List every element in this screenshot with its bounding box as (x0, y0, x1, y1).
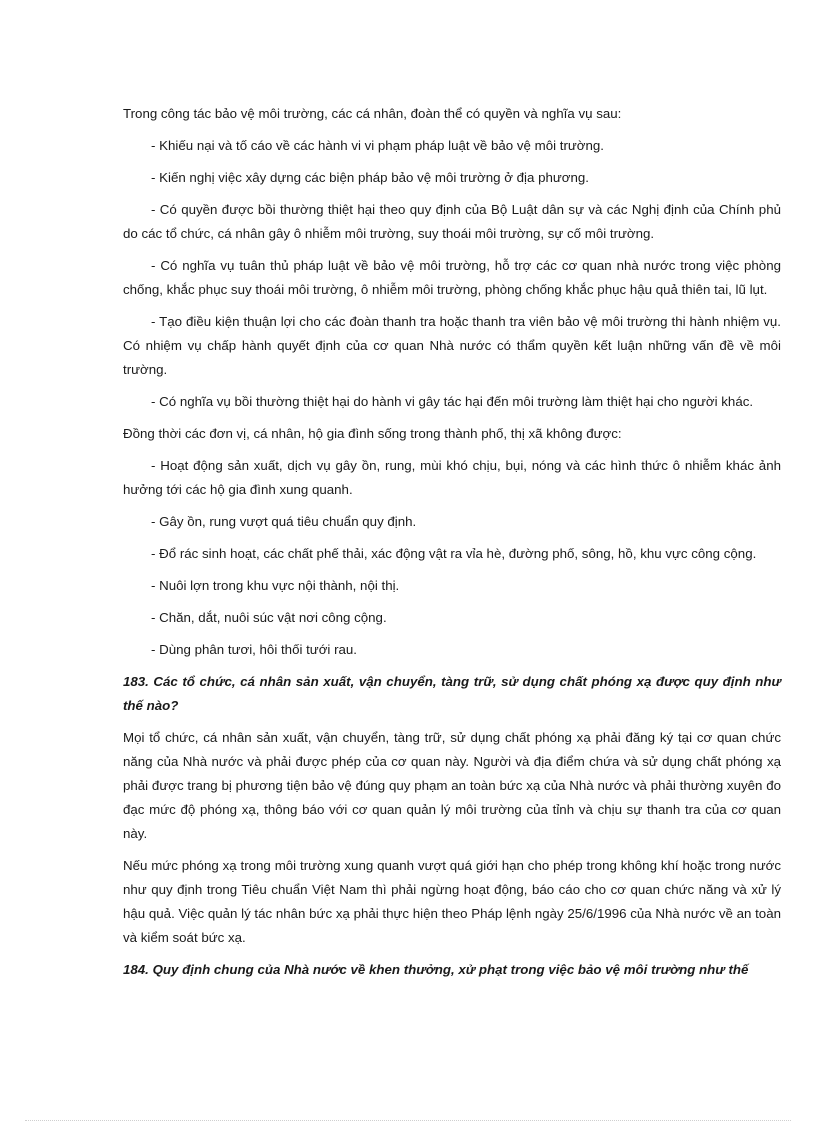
rights-item-proposal: - Kiến nghị việc xây dựng các biện pháp bảo vệ môi trường ở địa phương. (151, 170, 589, 185)
prohibition-item-pollution: - Hoạt động sản xuất, dịch vụ gây ồn, rung, mùi khó chịu, bụi, nóng và các hình thức ô nhiễm khác ảnh hưởng tới các hộ gia đình xung quanh. (123, 458, 781, 497)
answer-183-paragraph-1: Mọi tổ chức, cá nhân sản xuất, vận chuyển, tàng trữ, sử dụng chất phóng xạ phải đăng ký tại cơ quan chức năng của Nhà nước và phải được phép của cơ quan này. Người và địa điểm chứa và sử dụng chất phóng xạ phải được trang bị phương tiện bảo vệ đúng quy phạm an toàn bức xạ của Nhà nước và phải thường xuyên đo đạc mức độ phóng xạ, thông báo với cơ quan quản lý môi trường của tỉnh và chịu sự thanh tra của cơ quan này. (123, 730, 781, 841)
duty-item-inspection: - Tạo điều kiện thuận lợi cho các đoàn thanh tra hoặc thanh tra viên bảo vệ môi trường thi hành nhiệm vụ. Có nhiệm vụ chấp hành quyết định của cơ quan Nhà nước có thẩm quyền kết luận những vấn đề về môi trường. (123, 314, 781, 377)
duty-item-damages: - Có nghĩa vụ bồi thường thiệt hại do hành vi gây tác hại đến môi trường làm thiệt hại cho người khác. (151, 394, 754, 409)
rights-item-complaint: - Khiếu nại và tố cáo về các hành vi vi phạm pháp luật về bảo vệ môi trường. (151, 138, 604, 153)
prohibition-item-manure: - Dùng phân tươi, hôi thối tưới rau. (151, 642, 357, 657)
paragraph-intro: Trong công tác bảo vệ môi trường, các cá nhân, đoàn thể có quyền và nghĩa vụ sau: (123, 106, 622, 121)
paragraph-prohibitions-intro: Đồng thời các đơn vị, cá nhân, hộ gia đình sống trong thành phố, thị xã không được: (123, 426, 622, 441)
document-body (123, 102, 781, 990)
page-bottom-divider (25, 1120, 791, 1121)
prohibition-item-waste: - Đổ rác sinh hoạt, các chất phế thải, xác động vật ra vỉa hè, đường phố, sông, hồ, khu vực công cộng. (151, 546, 757, 561)
duty-item-compliance: - Có nghĩa vụ tuân thủ pháp luật về bảo vệ môi trường, hỗ trợ các cơ quan nhà nước trong việc phòng chống, khắc phục suy thoái môi trường, ô nhiễm môi trường, phòng chống khắc phục hậu quả thiên tai, lũ lụt. (123, 258, 781, 297)
question-183-heading: 183. Các tổ chức, cá nhân sản xuất, vận chuyển, tàng trữ, sử dụng chất phóng xạ được quy định như thế nào? (123, 674, 781, 713)
prohibition-item-livestock: - Chăn, dắt, nuôi súc vật nơi công cộng. (151, 610, 387, 625)
answer-183-paragraph-2: Nếu mức phóng xạ trong môi trường xung quanh vượt quá giới hạn cho phép trong không khí hoặc trong nước như quy định trong Tiêu chuẩn Việt Nam thì phải ngừng hoạt động, báo cáo cho cơ quan chức năng và xử lý hậu quả. Việc quản lý tác nhân bức xạ phải thực hiện theo Pháp lệnh ngày 25/6/1996 của Nhà nước về an toàn và kiểm soát bức xạ. (123, 858, 781, 945)
question-184-heading: 184. Quy định chung của Nhà nước về khen thưởng, xử phạt trong việc bảo vệ môi trường như thế (123, 962, 749, 977)
prohibition-item-noise: - Gây ồn, rung vượt quá tiêu chuẩn quy định. (151, 514, 417, 529)
rights-item-compensation: - Có quyền được bồi thường thiệt hại theo quy định của Bộ Luật dân sự và các Nghị định của Chính phủ do các tổ chức, cá nhân gây ô nhiễm môi trường, suy thoái môi trường, sự cố môi trường. (123, 202, 781, 241)
prohibition-item-pigs: - Nuôi lợn trong khu vực nội thành, nội thị. (151, 578, 400, 593)
